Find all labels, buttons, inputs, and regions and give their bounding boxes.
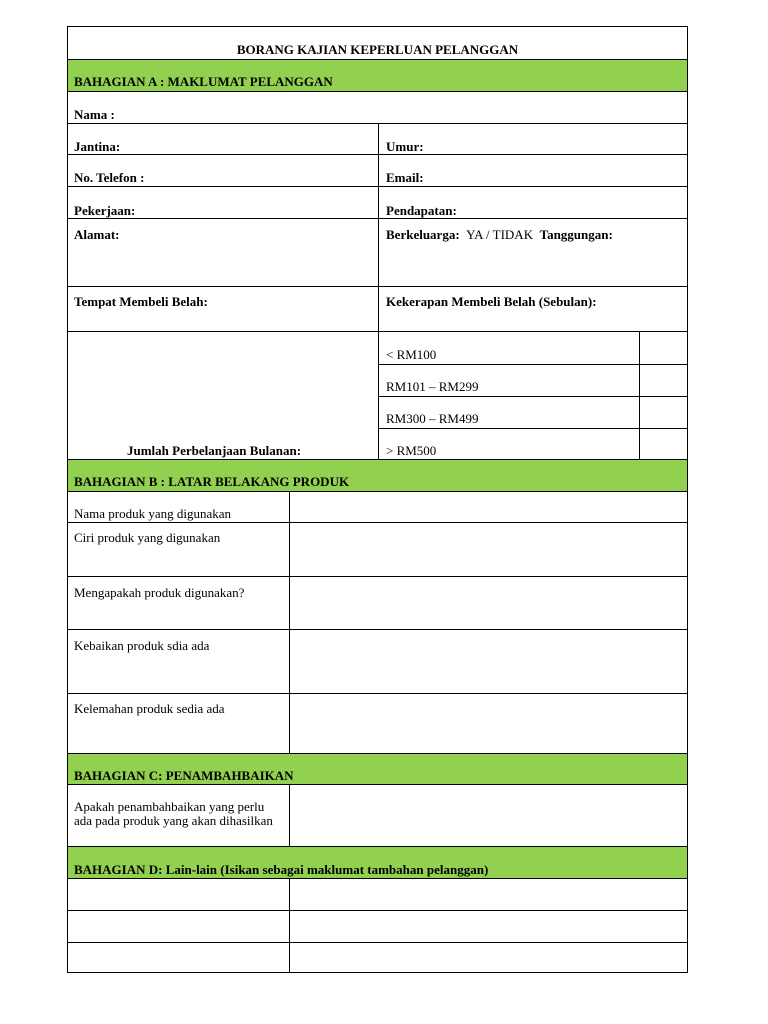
product-answer-field[interactable] [289,492,687,522]
range-row [379,364,687,396]
telefon-label: No. Telefon : [74,170,145,185]
kekerapan-cell[interactable] [378,287,687,331]
berkeluarga-line [386,227,613,242]
email-label: Email: [386,170,424,185]
alamat-label: Alamat: [74,227,120,242]
pekerjaan-pendapatan-row [68,186,687,218]
alamat-berkeluarga-row [68,218,687,286]
range-row [379,428,687,460]
product-question-label: Kebaikan produk sdia ada [74,638,210,653]
range-checkbox[interactable] [639,332,687,364]
section-b-heading: BAHAGIAN B : LATAR BELAKANG PRODUK [74,474,350,489]
range-table [378,332,687,459]
extra-info-key-field[interactable] [68,879,289,910]
range-row [379,332,687,364]
form-title-row [68,27,687,59]
berkeluarga-cell[interactable] [378,219,687,286]
improvement-label: Apakah penambahbaikan yang perlu ada pada produk yang akan dihasilkan [74,799,273,828]
extra-info-row [68,942,687,972]
telefon-email-row [68,154,687,186]
jantina-label: Jantina: [74,139,121,154]
extra-info-value-field[interactable] [289,911,687,942]
product-question-row [68,522,687,576]
section-c-header [68,753,687,784]
product-question-label: Ciri produk yang digunakan [74,530,221,545]
range-label: RM300 – RM499 [386,411,479,426]
section-d-header [68,846,687,878]
berkeluarga-options[interactable]: YA / TIDAK [466,227,534,242]
improvement-answer-field[interactable] [289,785,687,846]
nama-label: Nama : [74,107,115,122]
product-answer-field[interactable] [289,577,687,629]
range-label: RM101 – RM299 [386,379,479,394]
tempat-label: Tempat Membeli Belah: [74,294,208,309]
berkeluarga-label: Berkeluarga: [386,227,460,242]
section-b-header [68,459,687,491]
product-question-row [68,693,687,753]
range-label: < RM100 [386,347,437,362]
improvement-row [68,784,687,846]
product-question-label: Nama produk yang digunakan [74,506,232,521]
range-label: > RM500 [386,443,437,458]
jumlah-row [68,331,687,459]
pendapatan-label: Pendapatan: [386,203,457,218]
umur-label: Umur: [386,139,424,154]
jantina-umur-row [68,123,687,154]
product-answer-field[interactable] [289,694,687,753]
pendapatan-cell[interactable] [378,187,687,218]
product-question-label: Mengapakah produk digunakan? [74,585,245,600]
nama-row [68,91,687,123]
extra-info-row [68,878,687,910]
product-question-row [68,491,687,522]
product-question-label: Kelemahan produk sedia ada [74,701,225,716]
section-a-header [68,59,687,91]
range-checkbox[interactable] [639,429,687,460]
section-c-heading: BAHAGIAN C: PENAMBAHBAIKAN [74,768,294,783]
product-question-row [68,576,687,629]
range-checkbox[interactable] [639,397,687,428]
product-answer-field[interactable] [289,630,687,693]
tanggungan-label: Tanggungan: [539,227,613,242]
tempat-kekerapan-row [68,286,687,331]
jumlah-label: Jumlah Perbelanjaan Bulanan: [127,443,302,458]
extra-info-value-field[interactable] [289,879,687,910]
pekerjaan-label: Pekerjaan: [74,203,136,218]
extra-info-key-field[interactable] [68,911,289,942]
section-a-heading: BAHAGIAN A : MAKLUMAT PELANGGAN [74,74,333,89]
form-title: BORANG KAJIAN KEPERLUAN PELANGGAN [236,42,519,57]
range-row [379,396,687,428]
extra-info-row [68,910,687,942]
product-question-row [68,629,687,693]
email-cell[interactable] [378,155,687,186]
product-answer-field[interactable] [289,523,687,576]
extra-info-key-field[interactable] [68,943,289,972]
kekerapan-label: Kekerapan Membeli Belah (Sebulan): [386,294,597,309]
umur-cell[interactable] [378,124,687,154]
section-d-heading: BAHAGIAN D: Lain-lain (Isikan sebagai maklumat tambahan pelanggan) [74,862,489,877]
extra-info-value-field[interactable] [289,943,687,972]
range-checkbox[interactable] [639,365,687,396]
customer-survey-form [67,26,688,973]
